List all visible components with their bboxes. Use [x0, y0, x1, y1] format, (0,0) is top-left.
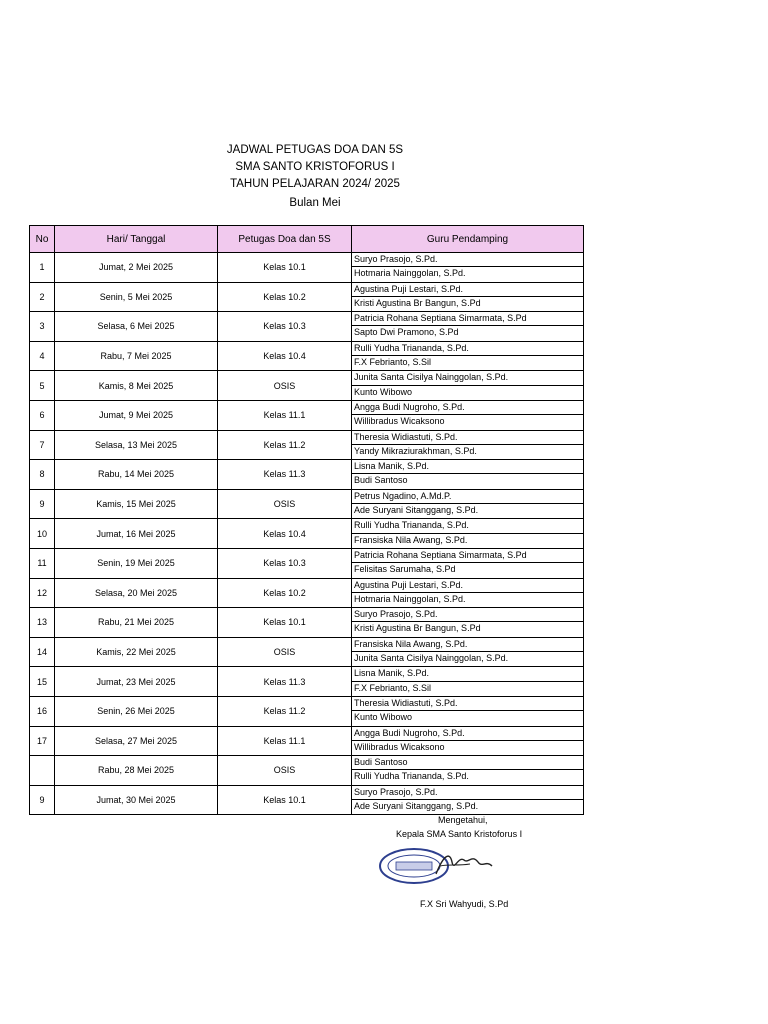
row-date: Rabu, 7 Mei 2025: [55, 341, 218, 371]
row-duty: Kelas 10.1: [218, 253, 352, 283]
row-duty: Kelas 11.3: [218, 460, 352, 490]
row-guru-cell: [352, 726, 584, 756]
row-number: 9: [30, 489, 55, 519]
table-row: [30, 578, 584, 608]
table-row: [30, 519, 584, 549]
row-number: 1: [30, 253, 55, 283]
row-date: Senin, 19 Mei 2025: [55, 548, 218, 578]
row-duty: Kelas 10.4: [218, 519, 352, 549]
guru-name: F.X Febrianto, S.Sil: [354, 682, 432, 693]
guru-name: Angga Budi Nugroho, S.Pd.: [352, 727, 583, 741]
acknowledged-label: Mengetahui,: [438, 815, 488, 825]
row-guru-cell: [352, 253, 584, 283]
guru-name: Angga Budi Nugroho, S.Pd.: [352, 401, 583, 415]
guru-name: Agustina Puji Lestari, S.Pd.: [352, 283, 583, 297]
schedule-body: [30, 253, 584, 815]
row-duty: OSIS: [218, 637, 352, 667]
guru-name: F.X Febrianto, S.Sil: [354, 357, 432, 368]
row-number: 7: [30, 430, 55, 460]
guru-name: Patricia Rohana Septiana Simarmata, S.Pd: [352, 549, 583, 563]
table-row: [30, 489, 584, 519]
table-header-row: [30, 226, 584, 253]
guru-name: Agustina Puji Lestari, S.Pd.: [352, 579, 583, 593]
row-number: 10: [30, 519, 55, 549]
table-row: [30, 312, 584, 342]
row-duty: Kelas 11.3: [218, 667, 352, 697]
table-row: [30, 608, 584, 638]
row-duty: Kelas 10.3: [218, 548, 352, 578]
guru-name: Fransiska Nila Awang, S.Pd.: [354, 534, 468, 545]
row-number: 17: [30, 726, 55, 756]
row-number: 14: [30, 637, 55, 667]
column-header-duty: Petugas Doa dan 5S: [218, 226, 352, 253]
row-date: Selasa, 13 Mei 2025: [55, 430, 218, 460]
guru-name: Budi Santoso: [354, 475, 408, 486]
row-guru-cell: [352, 430, 584, 460]
schedule-table: [29, 225, 584, 815]
row-guru-cell: [352, 341, 584, 371]
row-guru-cell: [352, 489, 584, 519]
guru-name: Felisitas Sarumaha, S.Pd: [354, 564, 456, 575]
row-date: Rabu, 28 Mei 2025: [55, 756, 218, 786]
row-number: 2: [30, 282, 55, 312]
table-row: [30, 548, 584, 578]
row-number: 9: [30, 785, 55, 815]
table-row: [30, 341, 584, 371]
row-date: Jumat, 9 Mei 2025: [55, 400, 218, 430]
row-date: Senin, 26 Mei 2025: [55, 696, 218, 726]
row-guru-cell: [352, 637, 584, 667]
row-date: Jumat, 16 Mei 2025: [55, 519, 218, 549]
row-guru-cell: [352, 282, 584, 312]
guru-name: Willibradus Wicaksono: [354, 416, 445, 427]
row-duty: Kelas 10.2: [218, 282, 352, 312]
column-header-date: Hari/ Tanggal: [55, 226, 218, 253]
table-row: [30, 785, 584, 815]
row-number: 16: [30, 696, 55, 726]
row-guru-cell: [352, 696, 584, 726]
row-number: [30, 756, 55, 786]
guru-name: Theresia Widiastuti, S.Pd.: [352, 431, 583, 445]
principal-name: F.X Sri Wahyudi, S.Pd: [420, 899, 509, 909]
table-row: [30, 371, 584, 401]
row-number: 8: [30, 460, 55, 490]
table-row: [30, 253, 584, 283]
title-line-3: TAHUN PELAJARAN 2024/ 2025: [230, 178, 400, 190]
row-date: Rabu, 21 Mei 2025: [55, 608, 218, 638]
guru-name: Hotmaria Nainggolan, S.Pd.: [354, 593, 466, 604]
row-date: Senin, 5 Mei 2025: [55, 282, 218, 312]
row-number: 13: [30, 608, 55, 638]
guru-name: Lisna Manik, S.Pd.: [352, 667, 583, 681]
guru-name: Rulli Yudha Triananda, S.Pd.: [352, 342, 583, 356]
guru-name: Suryo Prasojo, S.Pd.: [352, 608, 583, 622]
row-number: 11: [30, 548, 55, 578]
title-line-1: JADWAL PETUGAS DOA DAN 5S: [226, 144, 404, 156]
row-guru-cell: [352, 460, 584, 490]
row-guru-cell: [352, 667, 584, 697]
table-row: [30, 696, 584, 726]
guru-name: Ade Suryani Sitanggang, S.Pd.: [354, 800, 479, 811]
row-duty: Kelas 11.2: [218, 430, 352, 460]
row-date: Selasa, 20 Mei 2025: [55, 578, 218, 608]
row-duty: Kelas 10.3: [218, 312, 352, 342]
table-row: [30, 430, 584, 460]
row-number: 4: [30, 341, 55, 371]
table-row: [30, 460, 584, 490]
row-number: 3: [30, 312, 55, 342]
row-duty: Kelas 11.1: [218, 400, 352, 430]
principal-position: Kepala SMA Santo Kristoforus I: [396, 829, 523, 839]
guru-name: Hotmaria Nainggolan, S.Pd.: [354, 268, 466, 279]
row-guru-cell: [352, 312, 584, 342]
guru-name: Sapto Dwi Pramono, S.Pd: [354, 327, 459, 338]
guru-name: Budi Santoso: [352, 756, 583, 770]
row-duty: Kelas 10.1: [218, 608, 352, 638]
column-header-no: No: [30, 226, 55, 253]
title-line-2: SMA SANTO KRISTOFORUS I: [235, 161, 395, 173]
row-date: Kamis, 22 Mei 2025: [55, 637, 218, 667]
guru-name: Yandy Mikraziurakhman, S.Pd.: [354, 445, 477, 456]
row-guru-cell: [352, 756, 584, 786]
guru-name: Suryo Prasojo, S.Pd.: [352, 786, 583, 800]
row-date: Rabu, 14 Mei 2025: [55, 460, 218, 490]
guru-name: Kunto Wibowo: [354, 386, 413, 397]
row-guru-cell: [352, 371, 584, 401]
table-row: [30, 400, 584, 430]
row-duty: Kelas 10.2: [218, 578, 352, 608]
row-guru-cell: [352, 608, 584, 638]
guru-name: Rulli Yudha Triananda, S.Pd.: [352, 519, 583, 533]
table-row: [30, 282, 584, 312]
row-number: 5: [30, 371, 55, 401]
guru-name: Kunto Wibowo: [354, 712, 413, 723]
row-date: Selasa, 27 Mei 2025: [55, 726, 218, 756]
row-duty: Kelas 11.2: [218, 696, 352, 726]
row-guru-cell: [352, 400, 584, 430]
guru-name: Suryo Prasojo, S.Pd.: [352, 253, 583, 267]
title-subtitle: Bulan Mei: [289, 197, 341, 209]
row-guru-cell: [352, 578, 584, 608]
guru-name: Kristi Agustina Br Bangun, S.Pd: [354, 297, 481, 308]
row-duty: OSIS: [218, 371, 352, 401]
column-header-guru: Guru Pendamping: [352, 226, 584, 253]
guru-name: Lisna Manik, S.Pd.: [352, 460, 583, 474]
row-date: Selasa, 6 Mei 2025: [55, 312, 218, 342]
row-duty: Kelas 10.1: [218, 785, 352, 815]
row-date: Kamis, 15 Mei 2025: [55, 489, 218, 519]
row-duty: OSIS: [218, 489, 352, 519]
guru-name: Petrus Ngadino, A.Md.P.: [352, 490, 583, 504]
guru-name: Kristi Agustina Br Bangun, S.Pd: [354, 623, 481, 634]
guru-name: Junita Santa Cisilya Nainggolan, S.Pd.: [352, 371, 583, 385]
guru-name: Patricia Rohana Septiana Simarmata, S.Pd: [352, 312, 583, 326]
guru-name: Junita Santa Cisilya Nainggolan, S.Pd.: [354, 653, 509, 664]
row-date: Jumat, 2 Mei 2025: [55, 253, 218, 283]
row-guru-cell: [352, 519, 584, 549]
row-date: Jumat, 30 Mei 2025: [55, 785, 218, 815]
row-guru-cell: [352, 548, 584, 578]
row-number: 12: [30, 578, 55, 608]
guru-name: Fransiska Nila Awang, S.Pd.: [352, 638, 583, 652]
guru-name: Rulli Yudha Triananda, S.Pd.: [354, 771, 469, 782]
row-date: Jumat, 23 Mei 2025: [55, 667, 218, 697]
guru-name: Theresia Widiastuti, S.Pd.: [352, 697, 583, 711]
stamp-seal-icon: [378, 844, 498, 890]
row-duty: Kelas 11.1: [218, 726, 352, 756]
guru-name: Willibradus Wicaksono: [354, 741, 445, 752]
row-date: Kamis, 8 Mei 2025: [55, 371, 218, 401]
table-row: [30, 726, 584, 756]
table-row: [30, 756, 584, 786]
table-row: [30, 637, 584, 667]
school-stamp-signature: [378, 844, 498, 895]
row-duty: Kelas 10.4: [218, 341, 352, 371]
row-number: 15: [30, 667, 55, 697]
row-duty: OSIS: [218, 756, 352, 786]
guru-name: Ade Suryani Sitanggang, S.Pd.: [354, 505, 479, 516]
table-row: [30, 667, 584, 697]
row-number: 6: [30, 400, 55, 430]
row-guru-cell: [352, 785, 584, 815]
